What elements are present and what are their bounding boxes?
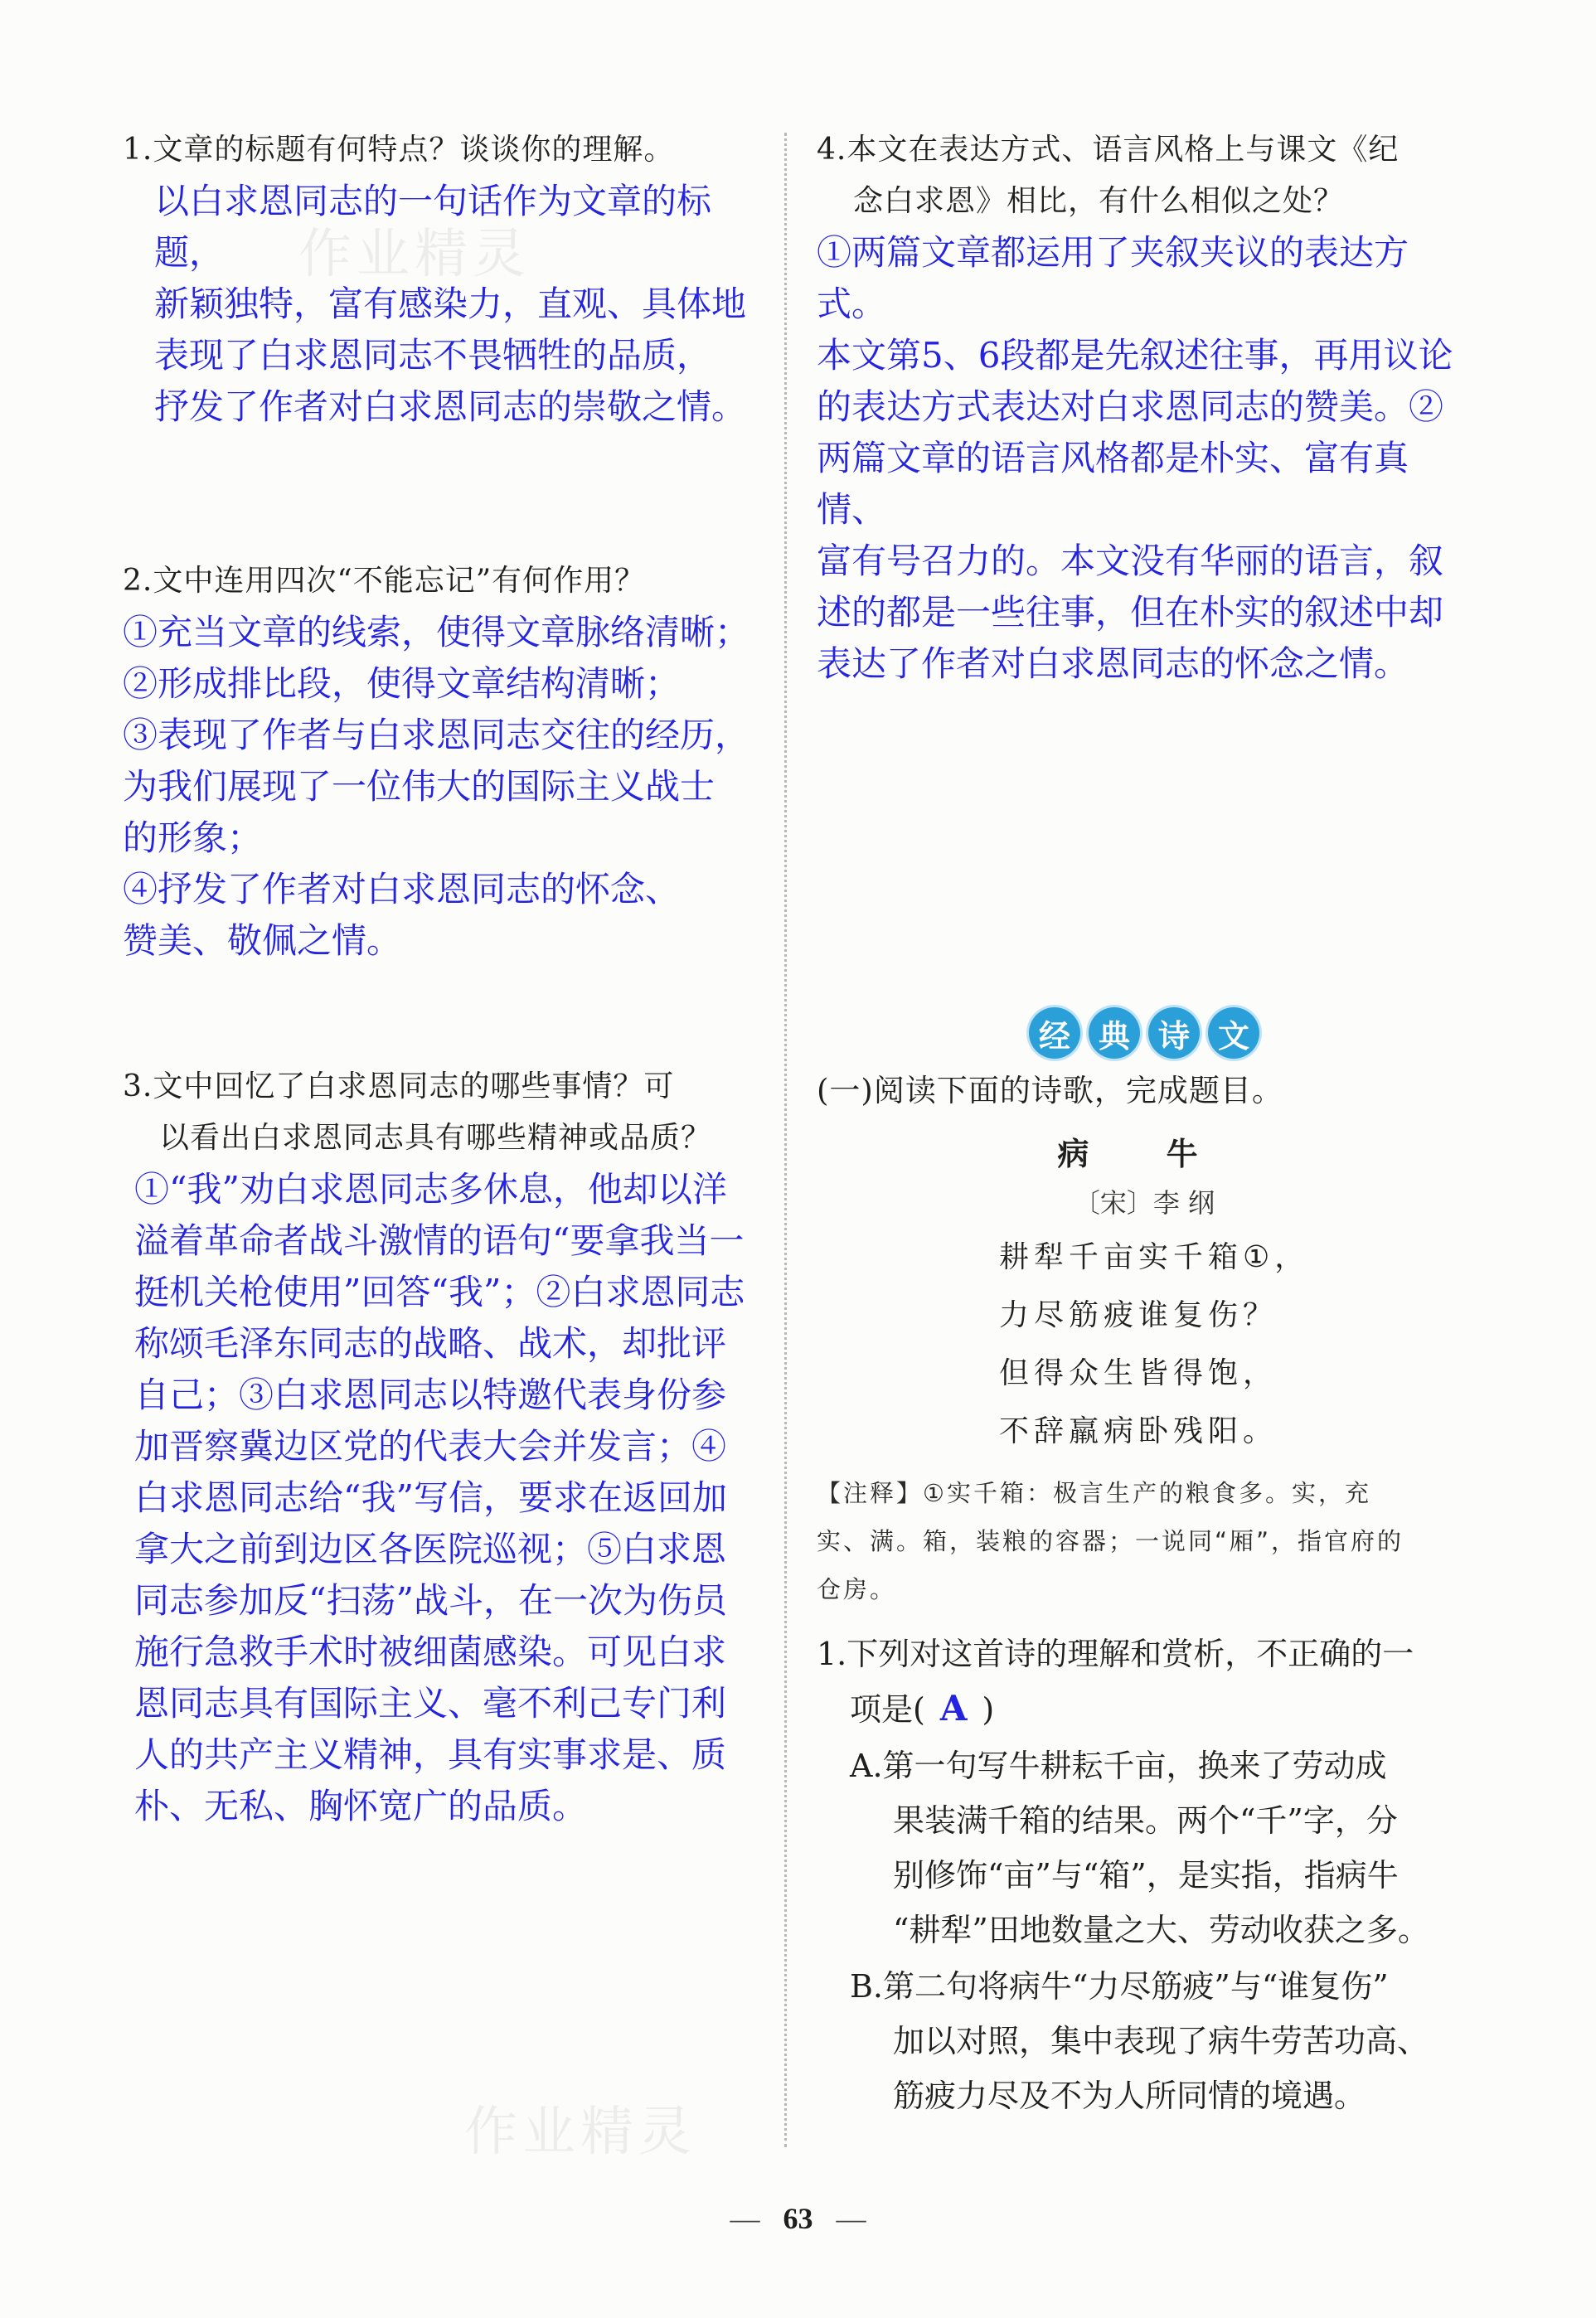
option-line: 加以对照，集中表现了病牛劳苦功高、: [893, 2023, 1429, 2059]
answer-line: 述的都是一些往事，但在朴实的叙述中却: [817, 592, 1444, 633]
note-line: 实、满。箱，装粮的容器；一说同“厢”，指官府的: [817, 1527, 1404, 1555]
poem-line: 但得众生皆得饱，: [999, 1356, 1278, 1390]
section-badge: 文: [1208, 1007, 1259, 1059]
question-line: 3.文中回忆了白求恩同志的哪些事情？可: [123, 1069, 675, 1103]
column-divider: [784, 133, 787, 2147]
answer-line: 抒发了作者对白求恩同志的崇敬之情。: [154, 386, 747, 427]
answer-line: 本文第5、6段都是先叙述往事，再用议论: [817, 335, 1453, 376]
question-4-text: [817, 124, 1472, 227]
page-dash: —: [730, 2202, 760, 2235]
answer-line: ②形成排比段，使得文章结构清晰；: [123, 663, 681, 704]
question-4-answer: [817, 227, 1472, 690]
answer-line: ①“我”劝白求恩同志多休息，他却以洋: [134, 1169, 727, 1210]
answer-line: 白求恩同志给“我”写信，要求在返回加: [134, 1477, 727, 1518]
answer-line: ④抒发了作者对白求恩同志的怀念、: [123, 869, 681, 909]
question-1-answer: [123, 176, 761, 433]
question-2-answer: [123, 607, 761, 967]
answer-line: 溢着革命者战斗激情的语句“要拿我当一: [134, 1220, 745, 1261]
answer-line: 加晋察冀边区党的代表大会并发言；④: [134, 1426, 727, 1467]
option-line: 筋疲力尽及不为人所同情的境遇。: [893, 2078, 1366, 2114]
page-number-value: 63: [783, 2202, 813, 2235]
poem-line: 耕犁千亩实千箱①，: [999, 1240, 1310, 1274]
choice-stem-line2: [817, 1681, 1472, 1737]
option-line: “耕犁”田地数量之大、劳动收获之多。: [893, 1912, 1429, 1948]
question-1-text: 1.文章的标题有何特点？谈谈你的理解。: [123, 133, 675, 167]
choice-stem: 1.下列对这首诗的理解和赏析，不正确的一: [817, 1636, 1414, 1672]
question-3: [123, 1061, 761, 1832]
answer-line: 朴、无私、胸怀宽广的品质。: [134, 1786, 588, 1826]
answer-line: ①两篇文章都运用了夹叙夹议的表达方式。: [817, 232, 1409, 324]
option-line: B.第二句将病牛“力尽筋疲”与“谁复伤”: [850, 1968, 1389, 2005]
answer-line: 富有号召力的。本文没有华丽的语言，叙: [817, 541, 1444, 581]
answer-line: 以白求恩同志的一句话作为文章的标题，: [154, 181, 712, 273]
right-column: [817, 124, 1472, 2123]
answer-line: 的表达方式表达对白求恩同志的赞美。②: [817, 386, 1444, 427]
question-1: [123, 124, 761, 555]
answer-line: 为我们展现了一位伟大的国际主义战士: [123, 766, 716, 807]
answer-line: 赞美、敬佩之情。: [123, 920, 402, 961]
choice-question: [817, 1627, 1472, 1737]
answer-line: 恩同志具有国际主义、毫不利己专门利: [134, 1683, 727, 1724]
stem-prefix: 项是(: [850, 1691, 925, 1728]
option-line: 别修饰“亩”与“箱”，是实指，指病牛: [893, 1857, 1399, 1894]
question-3-text: [123, 1061, 761, 1164]
left-column: [123, 124, 761, 1832]
poem-notes: [817, 1469, 1472, 1613]
section-badge: 典: [1089, 1007, 1140, 1059]
option-b: [817, 1959, 1472, 2123]
note-line: 【注释】①实千箱：极言生产的粮食多。实，充: [817, 1479, 1371, 1507]
answer-line: 称颂毛泽东同志的战略、战术，却批评: [134, 1323, 727, 1364]
answer-line: ①充当文章的线索，使得文章脉络清晰；: [123, 612, 750, 652]
poem-line: 力尽筋疲谁复伤？: [999, 1298, 1278, 1332]
question-2: [123, 555, 761, 1061]
note-line: 仓房。: [817, 1575, 897, 1603]
option-line: A.第一句写牛耕耘千亩，换来了劳动成: [850, 1748, 1387, 1784]
page-number: [0, 2201, 1596, 2236]
page-dash: —: [836, 2202, 866, 2235]
question-line: 以看出白求恩同志具有哪些精神或品质？: [159, 1121, 712, 1155]
answer-line: ③表现了作者与白求恩同志交往的经历，: [123, 715, 750, 755]
question-line: 4.本文在表达方式、语言风格上与课文《纪: [817, 133, 1400, 167]
poem-author: 〔宋〕李 纲: [1073, 1187, 1215, 1219]
answer-line: 挺机关枪使用”回答“我”；②白求恩同志: [134, 1272, 745, 1312]
answer-line: 拿大之前到边区各医院巡视；⑤白求恩: [134, 1529, 727, 1569]
answer-line: 同志参加反“扫荡”战斗，在一次为伤员: [134, 1580, 727, 1621]
answer-line: 施行急救手术时被细菌感染。可见白求: [134, 1632, 727, 1672]
poem-title: 病 牛: [1057, 1135, 1231, 1172]
answer-line: 两篇文章的语言风格都是朴实、富有真情、: [817, 438, 1409, 530]
option-line: 果装满千箱的结果。两个“千”字，分: [893, 1802, 1398, 1839]
question-2-text: 2.文中连用四次“不能忘记”有何作用？: [123, 564, 646, 598]
question-3-answer: [123, 1164, 761, 1832]
choice-answer: A: [939, 1688, 968, 1729]
answer-line: 自己；③白求恩同志以特邀代表身份参: [134, 1375, 727, 1415]
answer-line: 新颖独特，富有感染力，直观、具体地: [154, 284, 747, 324]
section-badge: 诗: [1148, 1007, 1200, 1059]
section-badge: 经: [1029, 1007, 1080, 1059]
poem-line: 不辞羸病卧残阳。: [999, 1414, 1278, 1448]
section-heading: [817, 1007, 1472, 1059]
reading-instruction: (一)阅读下面的诗歌，完成题目。: [817, 1073, 1283, 1108]
option-a: [817, 1738, 1472, 1957]
answer-line: 的形象；: [123, 817, 263, 858]
watermark: 作业精灵: [298, 224, 531, 285]
answer-line: 表现了白求恩同志不畏牺牲的品质，: [154, 335, 712, 376]
stem-suffix: ): [982, 1691, 995, 1728]
question-line: 念白求恩》相比，有什么相似之处？: [853, 184, 1345, 218]
answer-line: 表达了作者对白求恩同志的怀念之情。: [817, 643, 1409, 684]
answer-line: 人的共产主义精神，具有实事求是、质: [134, 1734, 727, 1775]
question-4: [817, 124, 1472, 1007]
watermark: 作业精灵: [464, 2102, 696, 2163]
